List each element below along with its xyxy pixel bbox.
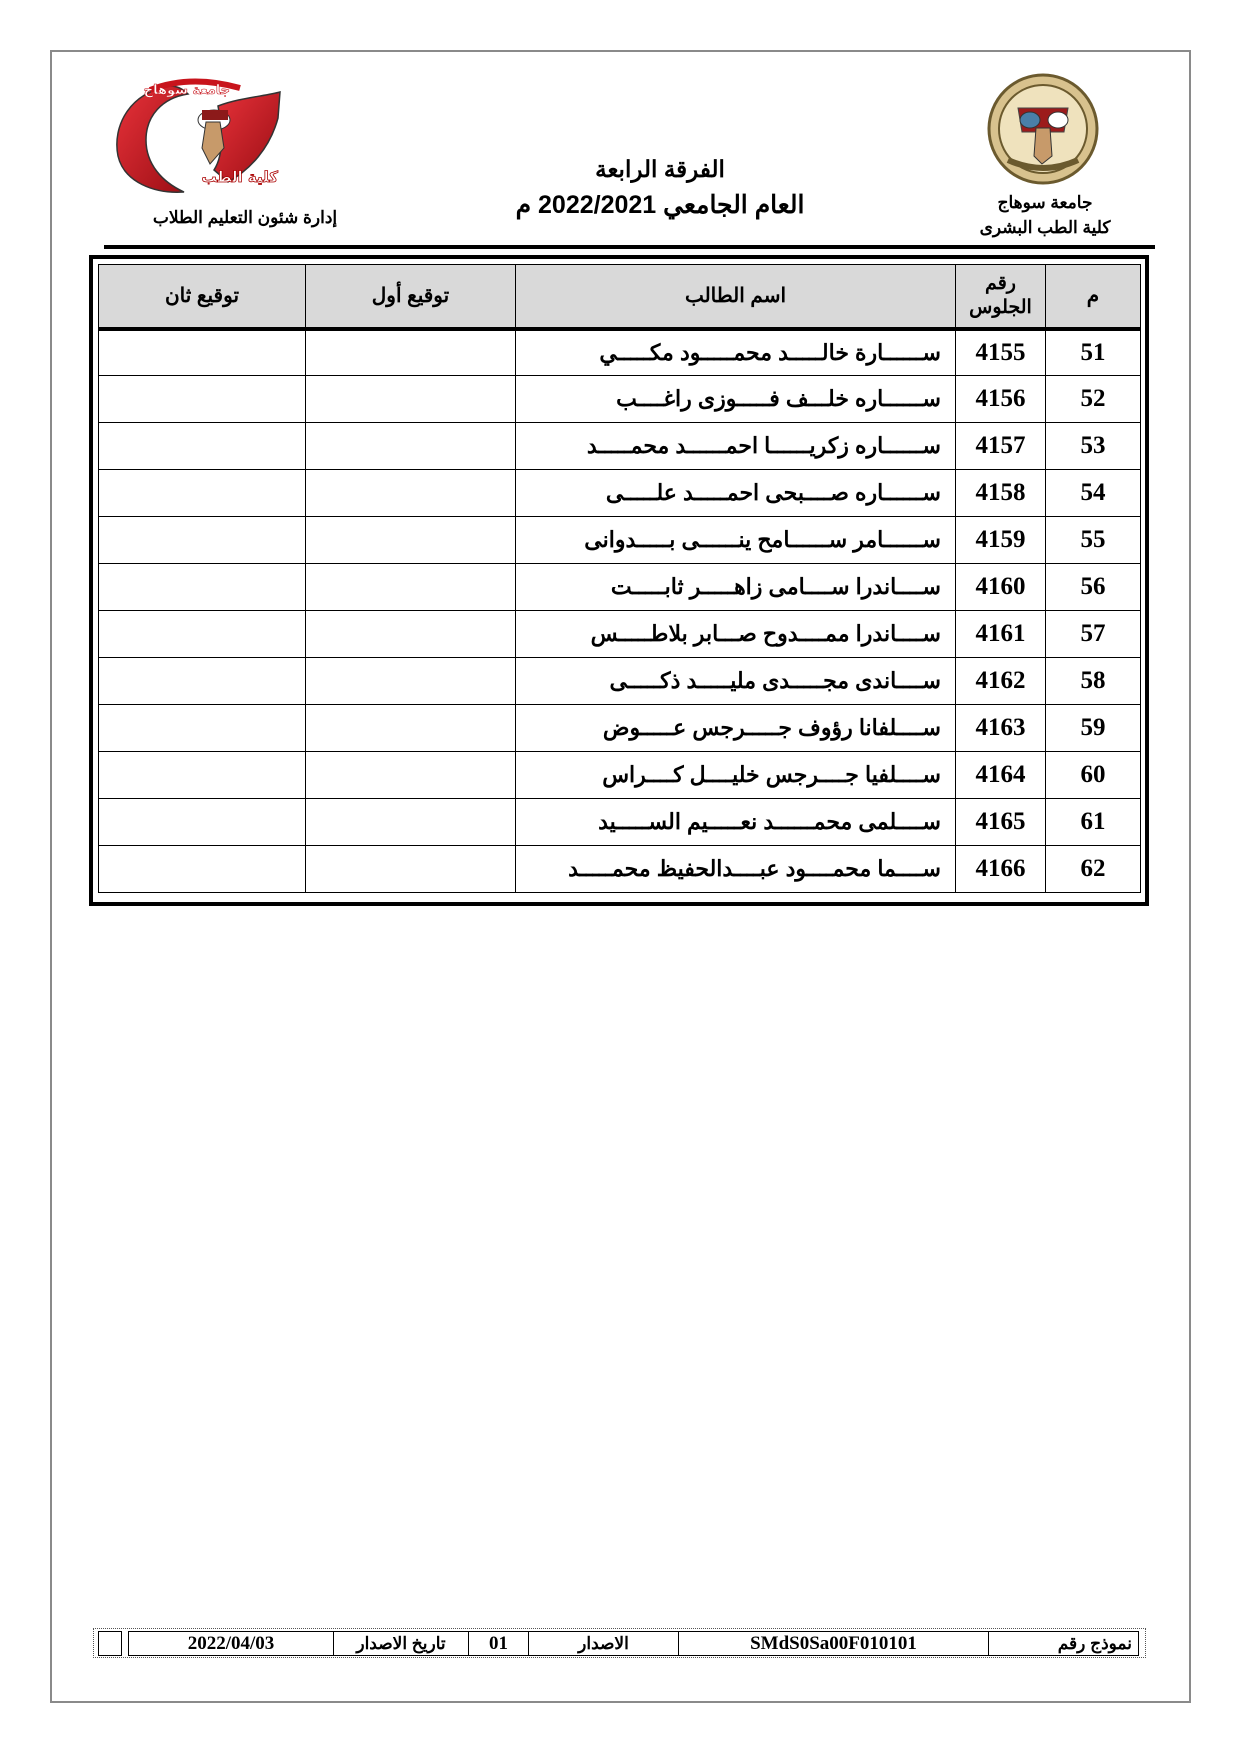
academic-year: العام الجامعي 2022/2021 م — [515, 191, 805, 219]
student-name: ســــلفانا رؤوف جـــــرجس عـــــوض — [516, 705, 956, 752]
col-header-seat — [956, 265, 1046, 329]
seat-number: 4156 — [956, 376, 1046, 423]
second-signature-cell[interactable] — [99, 705, 306, 752]
university-seal — [978, 72, 1108, 186]
roster-body — [99, 329, 1141, 893]
col-header-sig1: توقيع أول — [306, 265, 516, 329]
seat-number: 4163 — [956, 705, 1046, 752]
table-row — [99, 658, 1141, 705]
second-signature-cell[interactable] — [99, 611, 306, 658]
first-signature-cell[interactable] — [306, 658, 516, 705]
svg-text:كلية الطب: كلية الطب — [201, 168, 278, 186]
table-row — [99, 752, 1141, 799]
footer-table — [128, 1631, 1139, 1656]
row-number: 52 — [1046, 376, 1141, 423]
first-signature-cell[interactable] — [306, 752, 516, 799]
first-signature-cell[interactable] — [306, 517, 516, 564]
first-signature-cell[interactable] — [306, 611, 516, 658]
first-signature-cell[interactable] — [306, 799, 516, 846]
student-name: ســــــامر ســــــامح ينــــــى بـــــدوانى — [516, 517, 956, 564]
student-name: ســــلفيا جــــرجس خليــــل كــــراس — [516, 752, 956, 799]
col-header-seat-line1: رقم — [985, 272, 1016, 294]
edition-label: الاصدار — [529, 1632, 679, 1656]
seat-number: 4155 — [956, 329, 1046, 376]
student-name: ســــاندرا ممــــدوح صـــابر بلاطـــــس — [516, 611, 956, 658]
second-signature-cell[interactable] — [99, 658, 306, 705]
svg-text:جامعة سوهاج: جامعة سوهاج — [143, 83, 230, 98]
second-signature-cell[interactable] — [99, 846, 306, 893]
first-signature-cell[interactable] — [306, 470, 516, 517]
table-row — [99, 799, 1141, 846]
row-number: 59 — [1046, 705, 1141, 752]
seat-number: 4160 — [956, 564, 1046, 611]
issue-date-label: تاريخ الاصدار — [334, 1632, 469, 1656]
student-name: ســــــارة خالـــــد محمـــــود مكـــــي — [516, 329, 956, 376]
seat-number: 4158 — [956, 470, 1046, 517]
form-number-value: SMdS0Sa00F010101 — [679, 1632, 989, 1656]
second-signature-cell[interactable] — [99, 329, 306, 376]
form-number-label: نموذج رقم — [989, 1632, 1139, 1656]
table-row — [99, 611, 1141, 658]
level-title: الفرقة الرابعة — [595, 156, 725, 182]
first-signature-cell[interactable] — [306, 846, 516, 893]
department-caption: إدارة شئون التعليم الطلاب — [152, 208, 338, 227]
form-footer — [93, 1628, 1146, 1658]
table-row — [99, 564, 1141, 611]
row-number: 54 — [1046, 470, 1141, 517]
second-signature-cell[interactable] — [99, 517, 306, 564]
student-name: ســــما محمــــود عبــــدالحفيظ محمـــــد — [516, 846, 956, 893]
second-signature-cell[interactable] — [99, 376, 306, 423]
seat-number: 4157 — [956, 423, 1046, 470]
second-signature-cell[interactable] — [99, 752, 306, 799]
roster-table — [98, 264, 1141, 893]
first-signature-cell[interactable] — [306, 705, 516, 752]
col-header-seat-line2: الجلوس — [969, 296, 1032, 318]
row-number: 51 — [1046, 329, 1141, 376]
col-header-num: م — [1046, 265, 1141, 329]
first-signature-cell[interactable] — [306, 423, 516, 470]
faculty-name: كلية الطب البشرى — [979, 218, 1111, 237]
col-header-name: اسم الطالب — [516, 265, 956, 329]
issue-date-value: 2022/04/03 — [129, 1632, 334, 1656]
seat-number: 4159 — [956, 517, 1046, 564]
seat-number: 4165 — [956, 799, 1046, 846]
table-header-row — [99, 265, 1141, 329]
table-row — [99, 376, 1141, 423]
row-number: 56 — [1046, 564, 1141, 611]
row-number: 53 — [1046, 423, 1141, 470]
second-signature-cell[interactable] — [99, 799, 306, 846]
first-signature-cell[interactable] — [306, 564, 516, 611]
table-row — [99, 705, 1141, 752]
student-name: ســــاندرا ســــامى زاهـــــر ثابـــــت — [516, 564, 956, 611]
footer-stub-cell — [98, 1631, 122, 1656]
col-header-sig2: توقيع ثان — [99, 265, 306, 329]
seat-number: 4161 — [956, 611, 1046, 658]
header-divider — [104, 245, 1155, 249]
student-name: ســــــاره زكريــــــا احمــــــد محمـــــد — [516, 423, 956, 470]
student-name: ســــاندى مجـــــدى مليـــــد ذكـــــى — [516, 658, 956, 705]
second-signature-cell[interactable] — [99, 470, 306, 517]
student-name: ســــــاره صــــبحى احمـــــد علـــــى — [516, 470, 956, 517]
student-name: ســــلمى محمــــــد نعـــــيم الســـــيد — [516, 799, 956, 846]
table-row — [99, 470, 1141, 517]
row-number: 60 — [1046, 752, 1141, 799]
first-signature-cell[interactable] — [306, 329, 516, 376]
second-signature-cell[interactable] — [99, 564, 306, 611]
seat-number: 4166 — [956, 846, 1046, 893]
university-name: جامعة سوهاج — [997, 193, 1093, 212]
row-number: 61 — [1046, 799, 1141, 846]
row-number: 62 — [1046, 846, 1141, 893]
table-row — [99, 846, 1141, 893]
row-number: 57 — [1046, 611, 1141, 658]
seat-number: 4164 — [956, 752, 1046, 799]
edition-value: 01 — [469, 1632, 529, 1656]
seat-number: 4162 — [956, 658, 1046, 705]
faculty-logo — [110, 78, 320, 196]
table-row — [99, 517, 1141, 564]
university-caption — [960, 190, 1130, 240]
page-title — [440, 152, 880, 224]
roster-table-frame — [89, 255, 1149, 906]
row-number: 55 — [1046, 517, 1141, 564]
first-signature-cell[interactable] — [306, 376, 516, 423]
second-signature-cell[interactable] — [99, 423, 306, 470]
student-name: ســــــاره خلـــف فـــــوزى راغــــب — [516, 376, 956, 423]
table-row — [99, 329, 1141, 376]
table-row — [99, 423, 1141, 470]
row-number: 58 — [1046, 658, 1141, 705]
